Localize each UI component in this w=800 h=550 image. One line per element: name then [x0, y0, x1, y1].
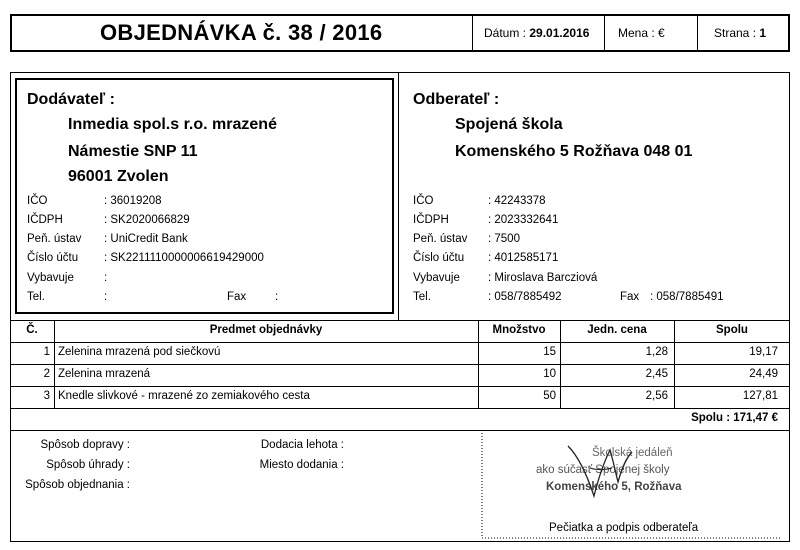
customer-icdph-value: : 2023332641	[488, 214, 559, 226]
row-border	[10, 408, 790, 409]
customer-fax-value: : 058/7885491	[650, 291, 724, 303]
header-divider	[472, 16, 473, 50]
date-label: Dátum :	[484, 26, 527, 40]
customer-contact-label: Vybavuje	[413, 272, 460, 284]
row-no: 2	[43, 368, 50, 380]
customer-ico-label: IČO	[413, 195, 434, 207]
supplier-account-value: : SK2211110000006619429000	[104, 252, 264, 264]
customer-fax-label: Fax	[620, 291, 640, 303]
customer-tel-value: : 058/7885492	[488, 291, 562, 303]
page-value: 1	[759, 26, 767, 40]
customer-tel-label: Tel.	[413, 291, 431, 303]
stamp-text-line2: ako súčasť Spojenej školy	[536, 464, 670, 476]
customer-ico-value: : 42243378	[488, 195, 546, 207]
signature-caption: Pečiatka a podpis odberateľa	[549, 522, 699, 534]
document-title: OBJEDNÁVKA č. 38 / 2016	[100, 20, 383, 45]
order-total: Spolu : 171,47 €	[691, 412, 778, 424]
supplier-ico-value: : 36019208	[104, 195, 162, 207]
row-item: Zelenina mrazená	[58, 368, 151, 380]
row-price: 2,45	[645, 368, 668, 380]
supplier-name: Inmedia spol.s r.o. mrazené	[68, 116, 277, 133]
row-item: Zelenina mrazená pod siečkovú	[58, 346, 221, 358]
col-header-no: Č.	[26, 324, 38, 336]
col-header-total: Spolu	[716, 324, 748, 336]
customer-heading: Odberateľ :	[413, 91, 500, 108]
row-border	[10, 364, 790, 365]
stamp-text-line1: Školská jedáleň	[592, 447, 673, 459]
delivery-place-label: Miesto dodania :	[259, 459, 344, 471]
signature-scribble	[560, 428, 640, 508]
row-total: 127,81	[742, 390, 778, 402]
stamp-text-line3: Komenského 5, Rožňava	[546, 481, 682, 493]
transport-label: Spôsob dopravy :	[40, 439, 130, 451]
table-header-border	[10, 342, 790, 343]
page-label: Strana :	[714, 26, 757, 40]
ordering-label: Spôsob objednania :	[25, 479, 130, 491]
supplier-account-label: Číslo účtu	[27, 252, 79, 264]
supplier-heading: Dodávateľ :	[27, 91, 115, 108]
table-top-border	[10, 320, 790, 321]
col-header-item: Predmet objednávky	[209, 324, 323, 336]
supplier-tel-value: :	[104, 291, 108, 303]
customer-account-value: : 4012585171	[488, 252, 559, 264]
supplier-tel-label: Tel.	[27, 291, 45, 303]
row-price: 1,28	[645, 346, 668, 358]
supplier-icdph-label: IČDPH	[27, 214, 63, 226]
row-total: 19,17	[749, 346, 778, 358]
supplier-bank-value: : UniCredit Bank	[104, 233, 188, 245]
supplier-icdph-value: : SK2020066829	[104, 214, 190, 226]
customer-address: Komenského 5 Rožňava 048 01	[455, 143, 693, 160]
row-qty: 15	[543, 346, 556, 358]
date-field	[484, 26, 589, 40]
page-field	[714, 26, 766, 40]
row-price: 2,56	[645, 390, 668, 402]
row-item: Knedle slivkové - mrazené zo zemiakového cesta	[58, 390, 310, 402]
customer-contact-value: : Miroslava Barcziová	[488, 272, 598, 284]
row-border	[10, 386, 790, 387]
row-no: 1	[43, 346, 50, 358]
supplier-fax-value: :	[275, 291, 279, 303]
customer-icdph-label: IČDPH	[413, 214, 449, 226]
supplier-contact-value: :	[104, 272, 108, 284]
col-header-qty: Množstvo	[492, 324, 546, 336]
delivery-term-label: Dodacia lehota :	[260, 439, 344, 451]
customer-account-label: Číslo účtu	[413, 252, 465, 264]
customer-name: Spojená škola	[455, 116, 563, 133]
customer-bank-label: Peň. ústav	[413, 233, 468, 245]
row-no: 3	[43, 390, 50, 402]
header-divider	[604, 16, 605, 50]
supplier-street: Námestie SNP 11	[68, 143, 198, 160]
header-divider	[697, 16, 698, 50]
supplier-city: 96001 Zvolen	[68, 168, 169, 185]
payment-label: Spôsob úhrady :	[46, 459, 130, 471]
date-value: 29.01.2016	[529, 26, 590, 40]
col-header-price: Jedn. cena	[587, 324, 647, 336]
supplier-bank-label: Peň. ústav	[27, 233, 82, 245]
supplier-ico-label: IČO	[27, 195, 48, 207]
row-total: 24,49	[749, 368, 778, 380]
row-qty: 50	[543, 390, 556, 402]
supplier-fax-label: Fax	[227, 291, 247, 303]
customer-bank-value: : 7500	[488, 233, 520, 245]
currency-field: Mena : €	[618, 26, 665, 40]
party-divider	[398, 72, 399, 320]
row-qty: 10	[543, 368, 556, 380]
supplier-contact-label: Vybavuje	[27, 272, 74, 284]
